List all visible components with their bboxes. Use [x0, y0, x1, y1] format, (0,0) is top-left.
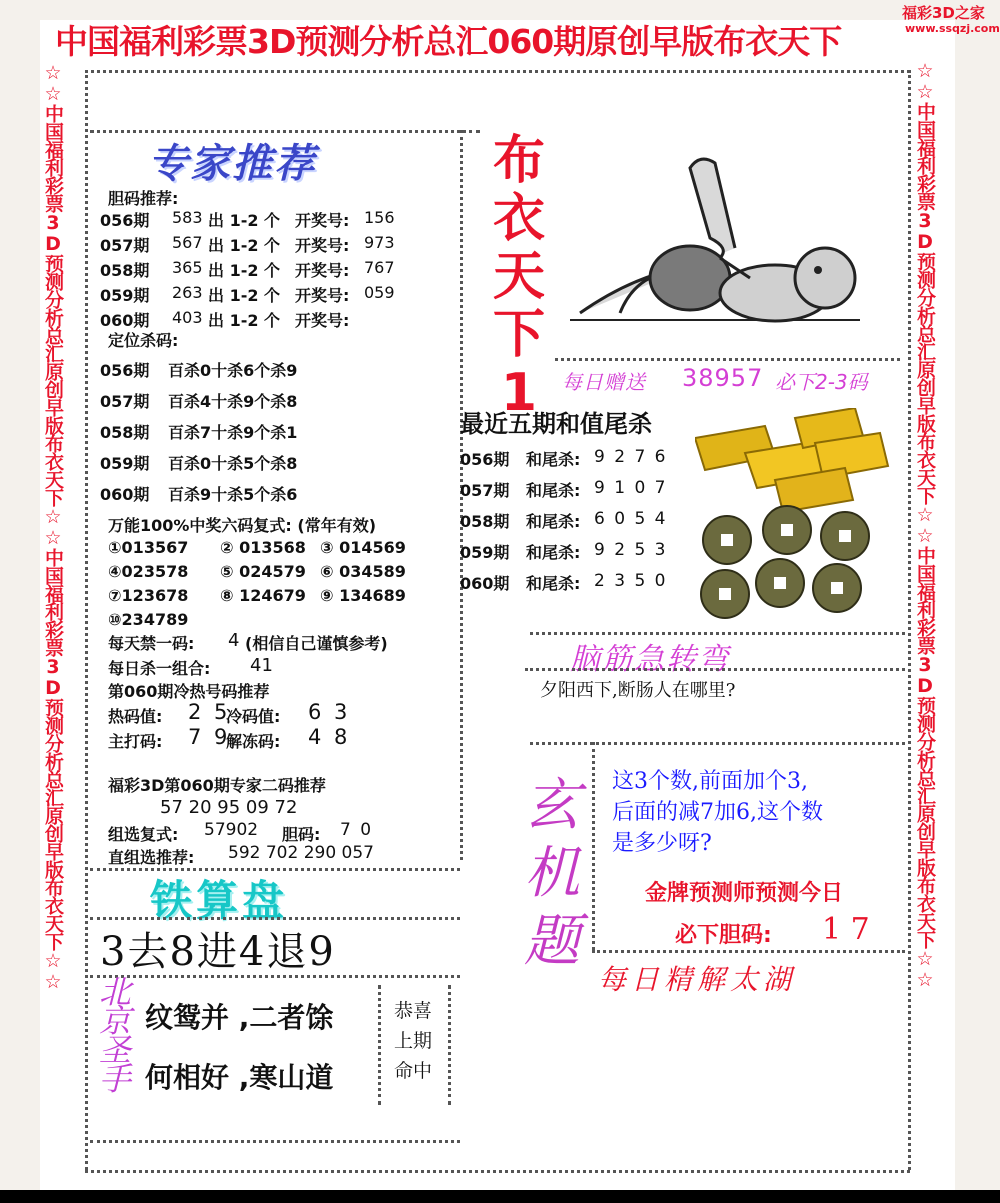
tiesuan-title: 铁算盘	[150, 876, 289, 925]
six-code: ⑤ 024579	[220, 562, 306, 581]
taihu-title: 每日精解太湖	[598, 963, 797, 996]
left-side-text: ☆☆中国福利彩票3D预测分析总汇原创早版布衣天下☆☆中国福利彩票3D预测分析总汇原创早版布衣天下☆☆	[42, 62, 64, 992]
kill-period: 056期	[100, 361, 150, 380]
hot-label: 热码值:	[108, 707, 163, 726]
buyi-title: 布衣天下1	[492, 131, 545, 423]
cold-value: 6 3	[308, 700, 351, 724]
kill-text: 百杀4十杀9个杀8	[168, 392, 298, 411]
dan-note: 出 1-2 个	[208, 286, 281, 305]
site-name[interactable]: 福彩3D之家	[902, 4, 985, 22]
kill-text: 百杀0十杀6个杀9	[168, 361, 298, 380]
six-code: ③ 014569	[320, 538, 406, 557]
direct-label: 直组选推荐:	[108, 848, 195, 867]
dan-result-label: 开奖号:	[295, 286, 350, 305]
divider-bottom	[85, 1170, 910, 1173]
dan-result: 973	[364, 233, 395, 252]
kill-period: 059期	[100, 454, 150, 473]
hezhi-title: 最近五期和值尾杀	[460, 409, 652, 438]
hezhi-period: 057期	[460, 481, 510, 500]
dan-code: 403	[172, 308, 203, 327]
dan-result-label: 开奖号:	[295, 311, 350, 330]
hezhi-period: 060期	[460, 574, 510, 593]
dan-period: 058期	[100, 261, 150, 280]
dan-code: 567	[172, 233, 203, 252]
bottom-bar	[0, 1190, 1000, 1203]
hot-value: 2 5	[188, 700, 231, 724]
hezhi-period: 058期	[460, 512, 510, 531]
hezhi-label: 和尾杀:	[526, 481, 581, 500]
xuanji-line1: 这3个数,前面加个3,	[612, 769, 808, 794]
dan-period: 056期	[100, 211, 150, 230]
hezhi-value: 9 2 7 6	[594, 447, 668, 467]
cartoon-figure-icon	[560, 128, 885, 356]
dan-result: 156	[364, 208, 395, 227]
killcombo-label: 每日杀一组合:	[108, 659, 211, 678]
dan-result-label: 开奖号:	[295, 211, 350, 230]
brain-text: 夕阳西下,断肠人在哪里?	[540, 680, 736, 701]
dan-result: 767	[364, 258, 395, 277]
group-label: 组选复式:	[108, 825, 179, 844]
hezhi-value: 9 1 0 7	[594, 478, 668, 498]
divider-brain-bottom	[530, 742, 905, 745]
dan-title: 胆码推荐:	[108, 189, 179, 208]
kill-text: 百杀0十杀5个杀8	[168, 454, 298, 473]
congrats-text: 恭喜上期命中	[393, 1000, 432, 1082]
kill-period: 057期	[100, 392, 150, 411]
kill-text: 百杀9十杀5个杀6	[168, 485, 298, 504]
site-url[interactable]: www.ssqzj.com	[905, 22, 1000, 35]
divider-top	[85, 70, 910, 73]
divider-cartoon-bottom	[555, 358, 900, 361]
divider-beijing-bottom	[90, 1140, 460, 1143]
hezhi-label: 和尾杀:	[526, 450, 581, 469]
daily-note: 必下2-3码	[775, 370, 868, 394]
six-code: ② 013568	[220, 538, 306, 557]
daily-value: 38957	[682, 364, 764, 392]
six-code: ⑨ 134689	[320, 586, 406, 605]
dan-note: 出 1-2 个	[208, 211, 281, 230]
main-value: 7 9	[188, 725, 231, 749]
divider-gold-bottom	[592, 950, 905, 953]
gold-coins-icon	[695, 408, 895, 640]
expert-title: 专家推荐	[148, 141, 316, 187]
six-code: ④023578	[108, 562, 189, 581]
divider-congrats-right	[448, 985, 451, 1105]
kill-period: 058期	[100, 423, 150, 442]
hezhi-label: 和尾杀:	[526, 574, 581, 593]
dan-period: 059期	[100, 286, 150, 305]
daily-label: 每日赠送	[562, 370, 646, 394]
beijing-title: 北京圣手	[98, 973, 131, 1098]
hezhi-period: 059期	[460, 543, 510, 562]
right-side-text: ☆☆中国福利彩票3D预测分析总汇原创早版布衣天下☆☆中国福利彩票3D预测分析总汇原创早版布衣天下☆☆	[914, 60, 936, 990]
cartoon-image	[560, 128, 885, 356]
hezhi-value: 2 3 5 0	[594, 571, 668, 591]
ban-note: (相信自己谨慎参考)	[245, 634, 388, 653]
kill-title: 定位杀码:	[108, 331, 179, 350]
main-label: 主打码:	[108, 732, 163, 751]
ban-label: 每天禁一码:	[108, 634, 195, 653]
hotcold-title: 第060期冷热号码推荐	[108, 682, 270, 701]
six-code: ⑩234789	[108, 610, 189, 629]
six-code: ①013567	[108, 538, 189, 557]
gold-title: 金牌预测师预测今日	[645, 881, 844, 906]
dan-period: 057期	[100, 236, 150, 255]
group-dan-value: 7 0	[340, 820, 374, 840]
killcombo-value: 41	[250, 655, 273, 676]
six-code: ⑥ 034589	[320, 562, 406, 581]
six-code: ⑧ 124679	[220, 586, 306, 605]
divider-brain-mid	[525, 668, 905, 671]
thaw-label: 解冻码:	[226, 732, 281, 751]
two-codes: 57 20 95 09 72	[160, 797, 298, 818]
thaw-value: 4 8	[308, 725, 351, 749]
xuanji-line3: 是多少呀?	[612, 831, 712, 856]
dan-result-label: 开奖号:	[295, 261, 350, 280]
six-title: 万能100%中奖六码复式: (常年有效)	[108, 516, 377, 535]
xuanji-title: 玄机题	[524, 773, 580, 974]
two-title: 福彩3D第060期专家二码推荐	[108, 776, 326, 795]
dan-result-label: 开奖号:	[295, 236, 350, 255]
hezhi-label: 和尾杀:	[526, 543, 581, 562]
six-code: ⑦123678	[108, 586, 189, 605]
ban-value: 4	[228, 630, 240, 651]
dan-code: 583	[172, 208, 203, 227]
divider-xuanji-left	[592, 742, 595, 950]
dan-code: 365	[172, 258, 203, 277]
gold-label: 必下胆码:	[675, 923, 772, 948]
dan-note: 出 1-2 个	[208, 261, 281, 280]
hezhi-value: 9 2 5 3	[594, 540, 668, 560]
beijing-line2: 何相好 ,寒山道	[145, 1061, 334, 1094]
divider-congrats-left	[378, 985, 381, 1105]
group-value: 57902	[204, 820, 259, 840]
divider-right	[908, 70, 911, 1170]
cold-label: 冷码值:	[226, 707, 281, 726]
dan-period: 060期	[100, 311, 150, 330]
kill-text: 百杀7十杀9个杀1	[168, 423, 298, 442]
dan-result: 059	[364, 283, 395, 302]
page-title: 中国福利彩票3D预测分析总汇060期原创早版布衣天下	[55, 22, 842, 61]
dan-code: 263	[172, 283, 203, 302]
dan-note: 出 1-2 个	[208, 311, 281, 330]
hezhi-period: 056期	[460, 450, 510, 469]
hezhi-label: 和尾杀:	[526, 512, 581, 531]
gold-coins-image	[695, 408, 895, 640]
hezhi-value: 6 0 5 4	[594, 509, 668, 529]
dan-note: 出 1-2 个	[208, 236, 281, 255]
kill-period: 060期	[100, 485, 150, 504]
brain-title: 脑筋急转弯	[570, 642, 730, 677]
divider-left	[85, 70, 88, 1170]
tiesuan-text: 3去8进4退9	[100, 929, 336, 975]
group-dan-label: 胆码:	[282, 825, 321, 844]
beijing-line1: 纹鸳并 ,二者馀	[145, 1001, 334, 1034]
gold-value: 1 7	[822, 912, 870, 947]
divider-tiesuan-bottom	[90, 975, 460, 978]
xuanji-line2: 后面的减7加6,这个数	[612, 800, 823, 825]
direct-value: 592 702 290 057	[228, 843, 375, 863]
